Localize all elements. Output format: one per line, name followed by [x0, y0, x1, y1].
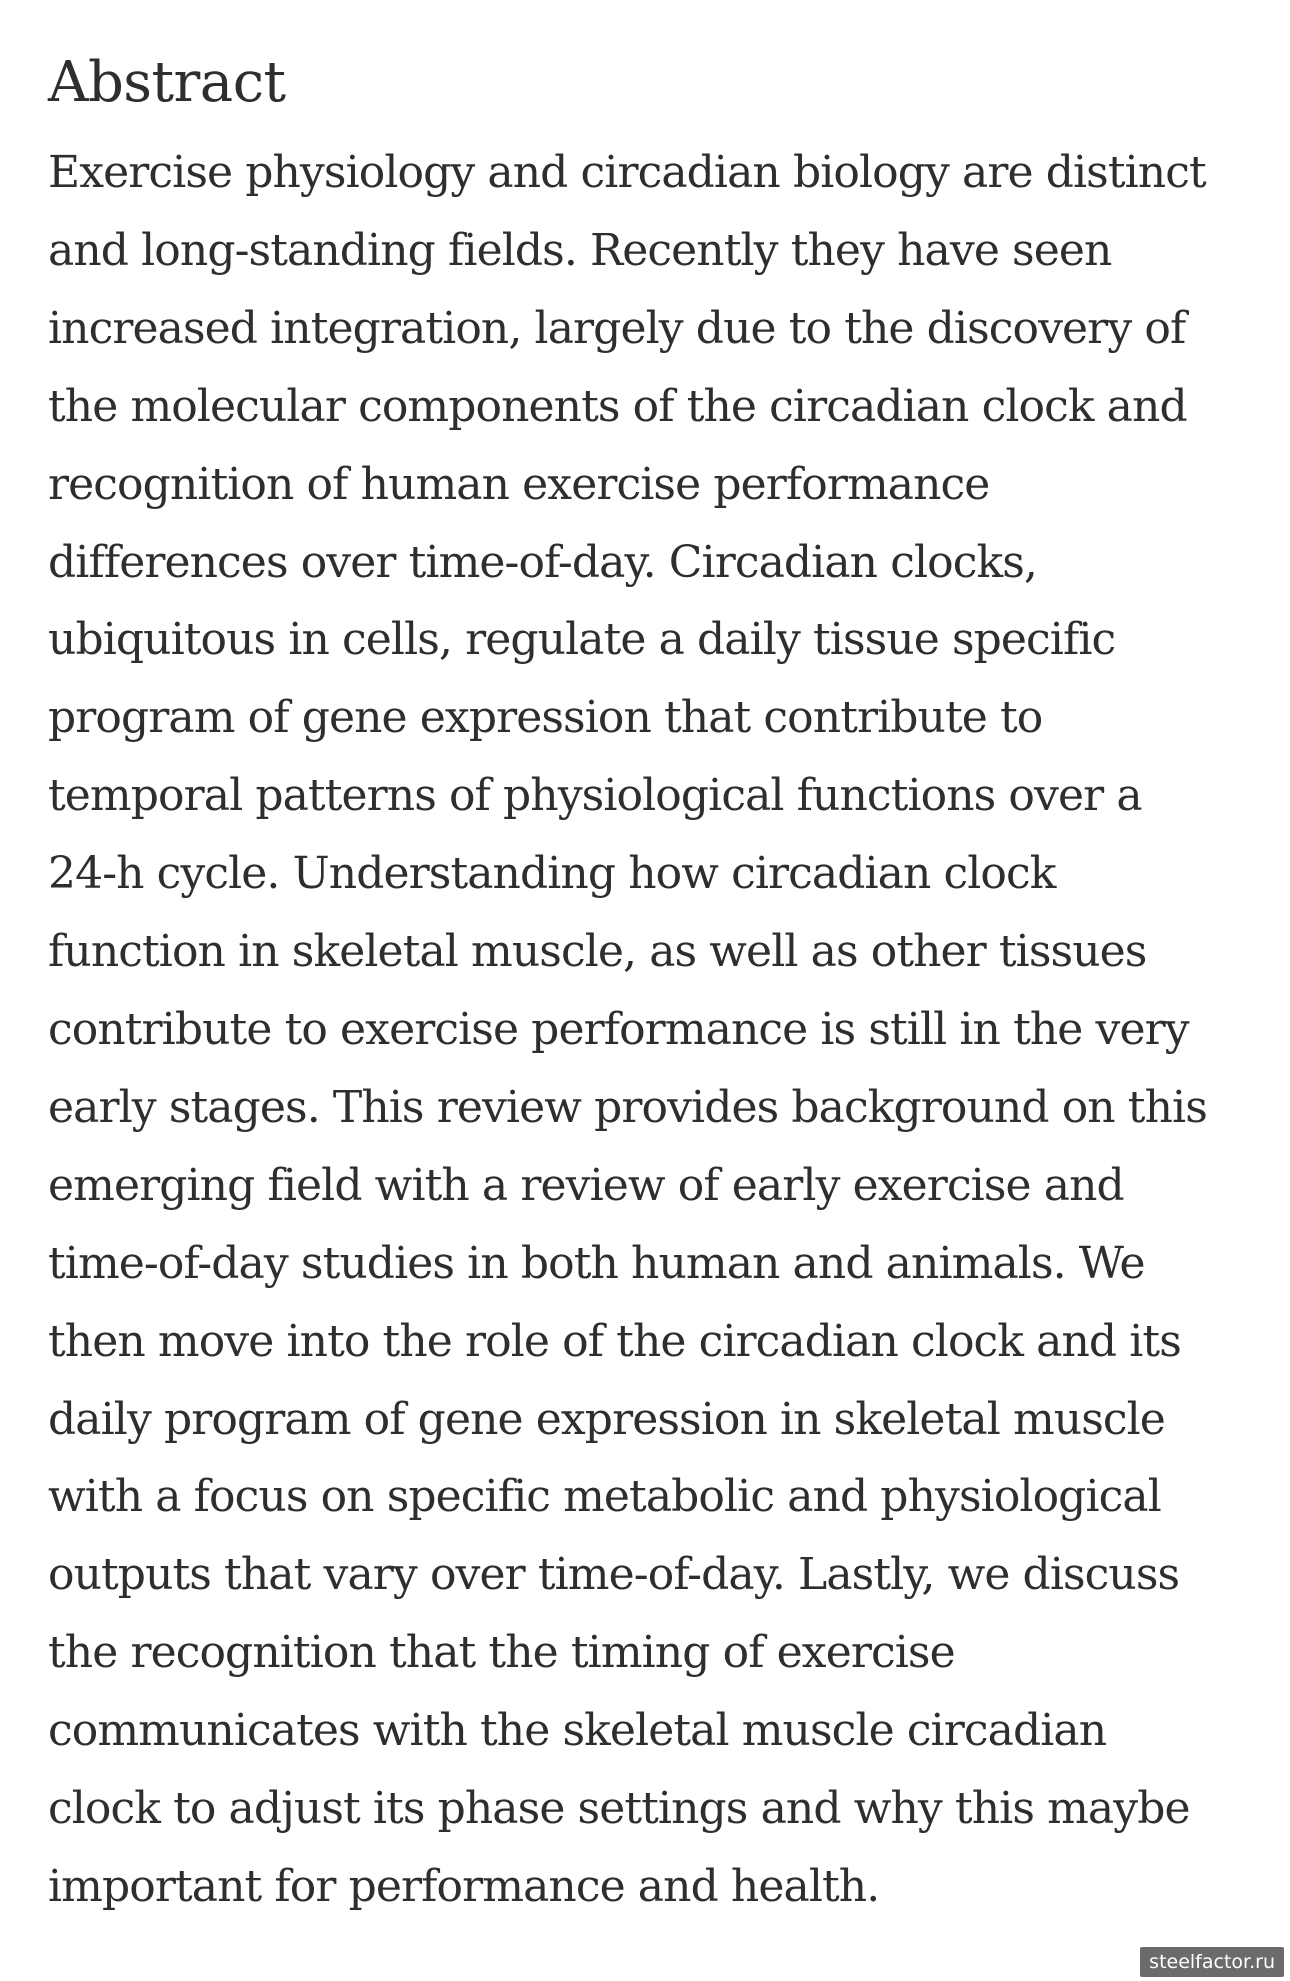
abstract-line: emerging field with a review of early exercise and	[48, 1159, 1124, 1211]
abstract-line: clock to adjust its phase settings and why this maybe	[48, 1783, 1190, 1835]
abstract-line: 24-h cycle. Understanding how circadian clock	[48, 848, 1056, 900]
abstract-heading: Abstract	[48, 50, 286, 115]
abstract-line: communicates with the skeletal muscle circadian	[48, 1705, 1107, 1757]
abstract-line: function in skeletal muscle, as well as other tissues	[48, 926, 1147, 978]
abstract-section	[48, 38, 1258, 1926]
abstract-line: Exercise physiology and circadian biology are distinct	[48, 147, 1206, 198]
abstract-line: differences over time-of-day. Circadian clocks,	[48, 536, 1037, 588]
abstract-line: early stages. This review provides background on this	[48, 1081, 1207, 1133]
abstract-line: daily program of gene expression in skeletal muscle	[48, 1393, 1165, 1445]
abstract-line: program of gene expression that contribute to	[48, 692, 1043, 744]
abstract-line: ubiquitous in cells, regulate a daily tissue specific	[48, 614, 1116, 666]
abstract-line: and long-standing fields. Recently they have seen	[48, 224, 1112, 276]
abstract-line: with a focus on specific metabolic and physiological	[48, 1471, 1161, 1523]
abstract-text	[48, 134, 1258, 1926]
abstract-line: then move into the role of the circadian clock and its	[48, 1315, 1181, 1367]
abstract-line: outputs that vary over time-of-day. Lastly, we discuss	[48, 1549, 1180, 1601]
watermark-label: steelfactor.ru	[1140, 1947, 1284, 1977]
abstract-line: recognition of human exercise performance	[48, 458, 990, 510]
abstract-line: contribute to exercise performance is still in the very	[48, 1003, 1189, 1055]
abstract-line: increased integration, largely due to the discovery of	[48, 302, 1186, 354]
abstract-line: time-of-day studies in both human and animals. We	[48, 1237, 1145, 1289]
abstract-line: the molecular components of the circadian clock and	[48, 380, 1187, 432]
abstract-line: temporal patterns of physiological functions over a	[48, 770, 1142, 822]
abstract-line: the recognition that the timing of exercise	[48, 1627, 955, 1679]
abstract-line: important for performance and health.	[48, 1860, 880, 1912]
